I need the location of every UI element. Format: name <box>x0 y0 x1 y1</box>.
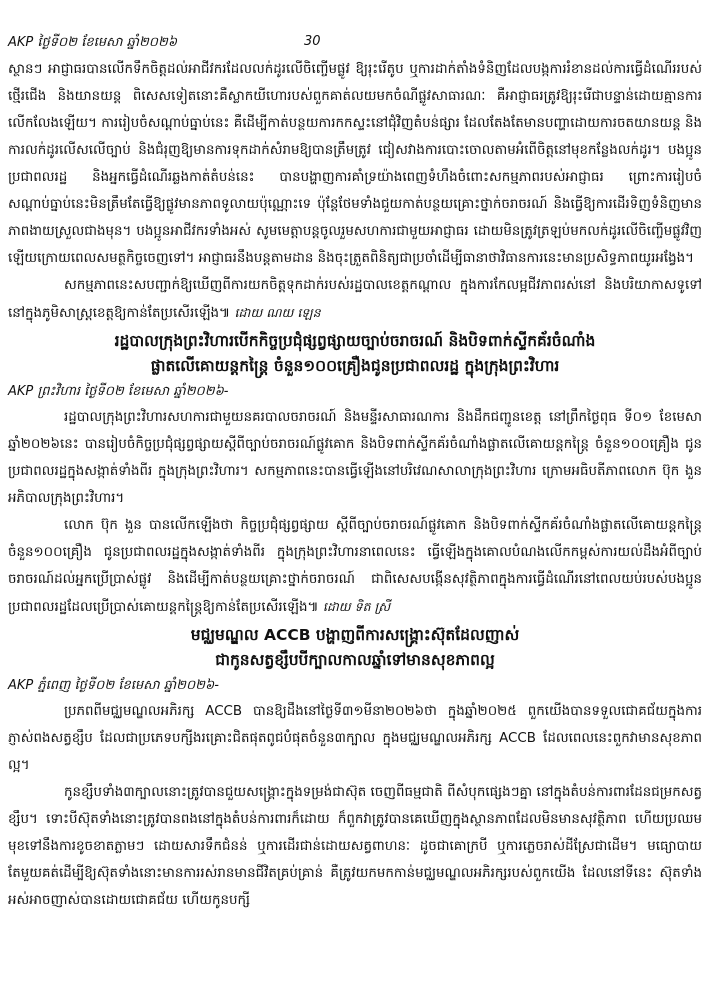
story2-headline-line2: ផ្លាតលើគោយន្តកន្ត្រៃ ចំនួន១០០គ្រឿងជូនប្រជាពលរដ្ឋ ក្នុងក្រុងព្រះវិហារ <box>150 357 560 375</box>
story2-paragraph2-text: លោក ប៊ុក ងួន បានលើកឡើងថា កិច្ចប្រជុំផ្សព្វផ្សាយ ស្តីពីច្បាប់ចរាចរណ៍ផ្លូវគោក និងបិទពាក់ស្ទីកគ័រចំណាំងផ្លាតលើគោយន្តកន្ត្រៃ ចំនួន១០០គ្រឿង ជូនប្រជាពលរដ្ឋក្នុងសង្កាត់ទាំងពីរ ក្នុងក្រុងព្រះវិហារនាពេលនេះ ធ្វើឡើងក្នុងគោលបំណងលើកកម្ពស់ការយល់ដឹងអំពីច្បាប់ចរាចរណ៍ដល់អ្នកប្រើប្រាស់ផ្លូវ និងដើម្បីកាត់បន្ថយគ្រោះថ្នាក់ចរាចរណ៍ ជាពិសេសបង្កើនសុវត្ថិភាពក្នុងការធ្វើដំណើរនៅពេលយប់របស់បងប្អូនប្រជាពលរដ្ឋដែលប្រើប្រាស់គោយន្តកន្ត្រៃឱ្យកាន់តែប្រសើរឡើង៕ <box>8 518 702 615</box>
story-accb-vultures <box>8 623 702 914</box>
page-number: 30 <box>304 34 321 49</box>
story2-headline <box>8 329 702 379</box>
story2-byline: ដោយ ទិត ស្រី <box>322 599 391 614</box>
story2-headline-line1: រដ្ឋបាលក្រុងព្រះវិហារបើកកិច្ចប្រជុំផ្សព្វផ្សាយច្បាប់ចរាចរណ៍ និងបិទពាក់ស្ទីកគ័រចំណាំង <box>114 332 596 350</box>
story2-paragraph1: រដ្ឋបាលក្រុងព្រះវិហារសហការជាមួយនគរបាលចរាចរណ៍ និងមន្ទីរសាធារណការ និងដឹកជញ្ជូនខេត្ត នៅព្រឹកថ្ងៃពុធ ទី០១ ខែមេសា ឆ្នាំ២០២៦នេះ បានរៀបចំកិច្ចប្រជុំផ្សព្វផ្សាយស្តីពីច្បាប់ចរាចរណ៍ផ្លូវគោក និងបិទពាក់ស្ទីកគ័រចំណាំងផ្លាតលើគោយន្តកន្ត្រៃ ចំនួន១០០គ្រឿង ជូនប្រជាពលរដ្ឋក្នុងសង្កាត់ទាំងពីរ ក្នុងក្រុងព្រះវិហារ។ សកម្មភាពនេះបានធ្វើឡើងនៅបរិវេណសាលាក្រុងព្រះវិហារ ក្រោមអធិបតីភាពលោក ប៊ុក ងួន អភិបាលក្រុងព្រះវិហារ។ <box>8 410 702 506</box>
story1-byline: ដោយ ណយ ឡេន <box>234 305 321 320</box>
story-street-order <box>8 56 702 327</box>
story3-headline <box>8 623 702 673</box>
story3-headline-line2: ជាកូនសត្វខ្សឹបបីក្បាលកាលឆ្នាំទៅមានសុខភាពល្អ <box>215 651 495 669</box>
story1-paragraph2-text: សកម្មភាពនេះសបញ្ជាក់ឱ្យឃើញពីការយកចិត្តទុកដាក់របស់រដ្ឋបាលខេត្តកណ្តាល ក្នុងការកែលម្អជីវភាពរស់នៅ និងបរិយាកាសទូទៅនៅក្នុងភូមិសាស្ត្រខេត្តឱ្យកាន់តែប្រសើរឡើង៕ <box>8 278 702 321</box>
story1-paragraph2 <box>8 272 702 327</box>
header-dateline: AKP ថ្ងៃទី០២ ខែមេសា ឆ្នាំ២០២៦ <box>8 35 178 50</box>
story3-headline-line1: មជ្ឈមណ្ឌល ACCB បង្ហាញពីការសង្គ្រោះស៊ុតដែលញាស់ <box>190 626 520 644</box>
story3-paragraph1: ប្រភពពីមជ្ឈមណ្ឌលអភិរក្ស ACCB បានឱ្យដឹងនៅថ្ងៃទី៣១មីនា២០២៦ថា ក្នុងឆ្នាំ២០២៥ ពួកយើងបានទទួលជោគជ័យក្នុងការភ្ញាស់ពងសត្វខ្សឹប ដែលជាប្រភេទបក្សីងរគ្រោះជិតផុតពូជបំផុតចំនួន៣ក្បាល ក្នុងមជ្ឈមណ្ឌលអភិរក្ស ACCB ដែលពេលនេះពួកវាមានសុខភាពល្អ។ <box>8 704 702 773</box>
story3-paragraph2: កូនខ្សឹបទាំង៣ក្បាលនោះត្រូវបានជួយសង្គ្រោះក្នុងទម្រង់ជាស៊ុត ចេញពីធម្មជាតិ ពីសំបុកផ្សេងៗគ្នា នៅក្នុងតំបន់ការពារដែនជម្រកសត្វខ្សឹប។ ទោះបីស៊ុតទាំងនោះត្រូវបានពងនៅក្នុងតំបន់ការពារក៏ដោយ ក៏ពួកវាត្រូវបានគេឃើញក្នុងស្ថានភាពដែលមិនមានសុវត្ថិភាព ហើយប្រឈមមុខទៅនឹងការខូចខាតភ្លាមៗ ដោយសារទឹកជំនន់ ឬការដើរជាន់ដោយសត្វពាហនៈ ដូចជាគោក្របី ឬការភ្លេចរាស់ដីស្រែជាដើម។ មធ្យោបាយតែមួយគត់ដើម្បីឱ្យស៊ុតទាំងនោះមានការរស់រានមានជីវិតគ្រប់គ្រាន់ គឺត្រូវយកមកកាន់មជ្ឈមណ្ឌលអភិរក្សរបស់ពួកយើង ដែលនៅទីនេះ ស៊ុតទាំងអស់អាចញាស់បានដោយជោគជ័យ ហើយកូនបក្សី <box>8 785 702 908</box>
article-content <box>8 56 702 914</box>
story2-paragraph2 <box>8 512 702 621</box>
story-preah-vihear-traffic <box>8 329 702 621</box>
story3-dateline: AKP ភ្នំពេញ ថ្ងៃទី០២ ខែមេសា ឆ្នាំ២០២៦- <box>8 678 219 693</box>
story2-dateline: AKP ព្រះវិហារ ថ្ងៃទី០២ ខែមេសា ឆ្នាំ២០២៦- <box>8 384 229 399</box>
story1-paragraph1: ស្ថានៗ អាជ្ញាធរបានលើកទឹកចិត្តដល់អាជីវករដែលលក់ដូរលើចិញ្ចើមផ្លូវ ឱ្យរុះរើតូប ឬការដាក់តាំងទំនិញដែលបង្កការរំខានដល់ការធ្វើដំណើររបស់ថ្មើរជើង និងយានយន្ត ពិសេសទៀតនោះគឺស្លាកយីហោរបស់ពួកគាត់លយមកចំណីផ្លូវសាធារណៈ គឺអាជ្ញាធរត្រូវឱ្យរុះរើជាបន្ទាន់ដោយគ្មានការលើកលែងឡើយ។ ការរៀបចំសណ្តាប់ធ្នាប់នេះ គឺដើម្បីកាត់បន្ថយការកកស្ទះនៅជុំវិញតំបន់ផ្សារ ដែលតែងតែមានបញ្ហាដោយការចតយានយន្ត និងការលក់ដូរលើសលើច្បាប់ និងជំរុញឱ្យមានការទុកដាក់សំរាមឱ្យបានត្រឹមត្រូវ ជៀសវាងការបោះចោលតាមអំពើចិត្តនៅមុខកន្លែងលក់ដូរ។ បងប្អូនប្រជាពលរដ្ឋ និងអ្នកធ្វើដំណើរឆ្លងកាត់តំបន់នេះ បានបង្ហាញការគាំទ្រយ៉ាងពេញទំហឹងចំពោះសកម្មភាពរបស់អាជ្ញាធរ ព្រោះការរៀបចំសណ្តាប់ធ្នាប់នេះមិនត្រឹមតែធ្វើឱ្យផ្លូវមានភាពទូលាយប៉ុណ្ណោះទេ ប៉ុន្តែថែមទាំងជួយកាត់បន្ថយគ្រោះថ្នាក់ចរាចរណ៍ និងធ្វើឱ្យការដើរទិញទំនិញមានភាពងាយស្រួលជាងមុន។ បងប្អូនអាជីវករទាំងអស់ សូមមេត្តាបន្តចូលរួមសហការជាមួយអាជ្ញាធរ ដោយមិនត្រូវត្រឡប់មកលក់ដូរលើចិញ្ចើមផ្លូវវិញឡើយក្រោយពេលសមត្ថកិច្ចចេញទៅ។ អាជ្ញាធរនឹងបន្តតាមដាន និងចុះត្រួតពិនិត្យជាប្រចាំដើម្បីធានាថាវិធានការនេះមានប្រសិទ្ធភាពយូរអង្វែង។ <box>8 62 702 266</box>
